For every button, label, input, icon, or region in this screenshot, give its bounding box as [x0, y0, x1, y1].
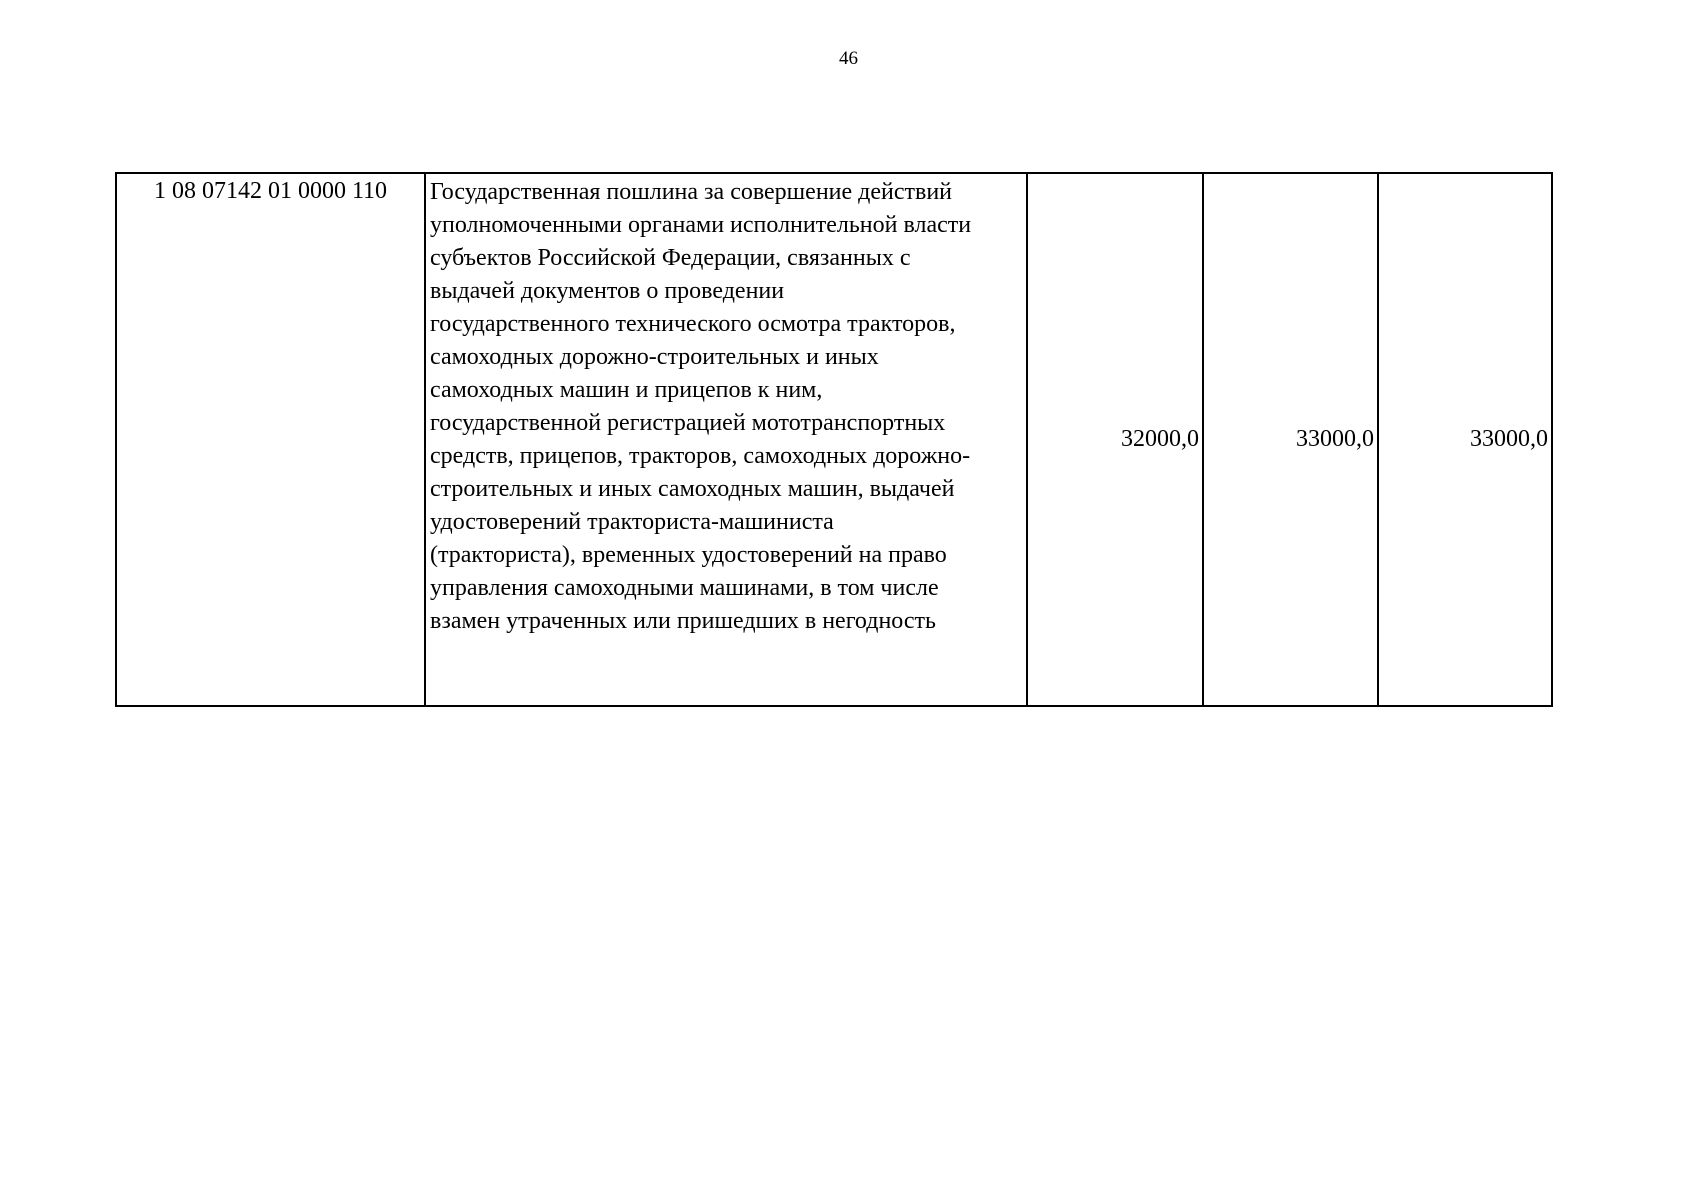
description-line: Государственная пошлина за совершение действий — [430, 179, 953, 205]
description-line: удостоверений тракториста-машиниста — [430, 509, 834, 535]
description-line: самоходных машин и прицепов к ним, — [430, 377, 823, 403]
description-line: субъектов Российской Федерации, связанных с — [430, 245, 911, 271]
amount-year-2: 33000,0 — [1203, 173, 1378, 706]
budget-table — [115, 172, 1553, 707]
page-number: 46 — [839, 48, 858, 69]
table-row — [116, 173, 1552, 706]
description-line: управления самоходными машинами, в том числе — [430, 575, 939, 601]
description-line: взамен утраченных или пришедших в негодность — [430, 608, 936, 634]
description-line: (тракториста), временных удостоверений на право — [430, 542, 947, 568]
description-line: самоходных дорожно-строительных и иных — [430, 344, 879, 370]
description-line: выдачей документов о проведении — [430, 278, 785, 304]
description-line: уполномоченными органами исполнительной власти — [430, 212, 972, 238]
classification-code: 1 08 07142 01 0000 110 — [116, 173, 425, 706]
description-line: государственной регистрацией мототранспортных — [430, 410, 946, 436]
revenue-description — [425, 173, 1027, 706]
description-line: государственного технического осмотра тракторов, — [430, 311, 956, 337]
amount-year-3: 33000,0 — [1378, 173, 1552, 706]
description-line: строительных и иных самоходных машин, выдачей — [430, 476, 955, 502]
amount-year-1: 32000,0 — [1027, 173, 1203, 706]
description-line: средств, прицепов, тракторов, самоходных дорожно- — [430, 443, 971, 469]
